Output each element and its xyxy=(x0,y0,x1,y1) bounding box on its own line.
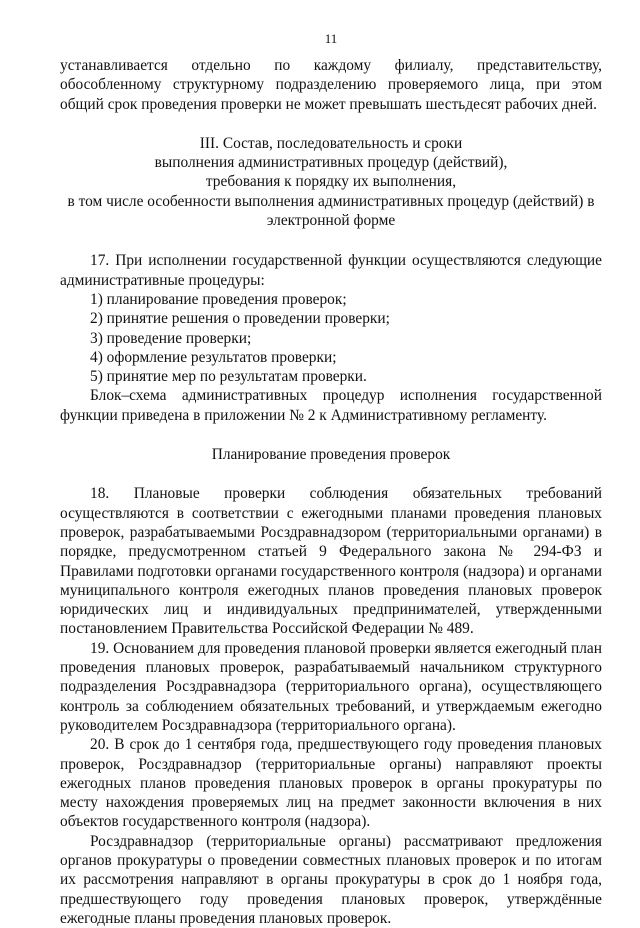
flowchart-note: Блок–схема административных процедур исполнения государственной функции приведена в приложении № 2 к Административному регламенту. xyxy=(60,387,602,424)
paragraph-20-continuation: Росздравнадзор (территориальные органы) рассматривают предложения органов прокуратуры о проведении совместных плановых проверок и по итогам их рассмотрения направляют в органы прокуратуры в срок до 1 ноября года, предшествующего году проведения плановых проверок, утверждённые ежегодные планы проведения плановых проверок. xyxy=(60,832,602,927)
section-heading-line: в том числе особенности выполнения административных процедур (действий) в xyxy=(67,192,595,210)
paragraph-17: 17. При исполнении государственной функции осуществляются следующие административные процедуры: xyxy=(60,252,602,289)
procedure-list-item: 1) планирование проведения проверок; xyxy=(90,290,347,308)
procedure-list-item: 2) принятие решения о проведении проверки; xyxy=(90,310,390,328)
subheading-planning: Планирование проведения проверок xyxy=(211,446,451,464)
page-number: 11 xyxy=(324,31,338,46)
intro-paragraph: устанавливается отдельно по каждому филиалу, представительству, обособленному структурному подразделению проверяемого лица, при этом общий срок проведения проверки не может превышать шестьдесят рабочих дней. xyxy=(60,57,602,113)
section-heading-line: III. Состав, последовательность и сроки xyxy=(199,134,463,152)
section-heading-line: выполнения административных процедур (действий), xyxy=(154,154,508,172)
paragraph-19: 19. Основанием для проведения плановой проверки является ежегодный план проведения плановых проверок, разрабатываемый начальником структурного подразделения Росздравнадзора (территориального органа), осуществляющего контроль за соблюдением обязательных требований, и утверждаемым ежегодно руководителем Росздравнадзора (территориального органа). xyxy=(60,639,602,734)
document-page xyxy=(60,30,602,928)
procedure-list-item: 3) проведение проверки; xyxy=(90,329,252,347)
paragraph-18: 18. Плановые проверки соблюдения обязательных требований осуществляются в соответствии с ежегодными планами проведения плановых проверок, разрабатываемыми Росздравнадзором (территориальными органами) в порядке, предусмотренном статьей 9 Федерального закона № 294-ФЗ и Правилами подготовки органами государственного контроля (надзора) и органами муниципального контроля ежегодных планов проведения плановых проверок юридических лиц и индивидуальных предпринимателей, утвержденными постановлением Правительства Российской Федерации № 489. xyxy=(60,485,603,638)
section-heading-line: требования к порядку их выполнения, xyxy=(205,173,457,191)
section-heading-line: электронной форме xyxy=(266,212,396,230)
procedure-list-item: 4) оформление результатов проверки; xyxy=(90,348,337,366)
procedure-list-item: 5) принятие мер по результатам проверки. xyxy=(90,368,367,386)
section-heading xyxy=(60,134,602,230)
paragraph-20: 20. В срок до 1 сентября года, предшествующего году проведения плановых проверок, Росздравнадзор (территориальные органы) направляют проекты ежегодных планов проведения плановых проверок в органы прокуратуры по месту нахождения проверяемых лиц на предмет законности включения в них объектов государственного контроля (надзора). xyxy=(60,736,602,831)
